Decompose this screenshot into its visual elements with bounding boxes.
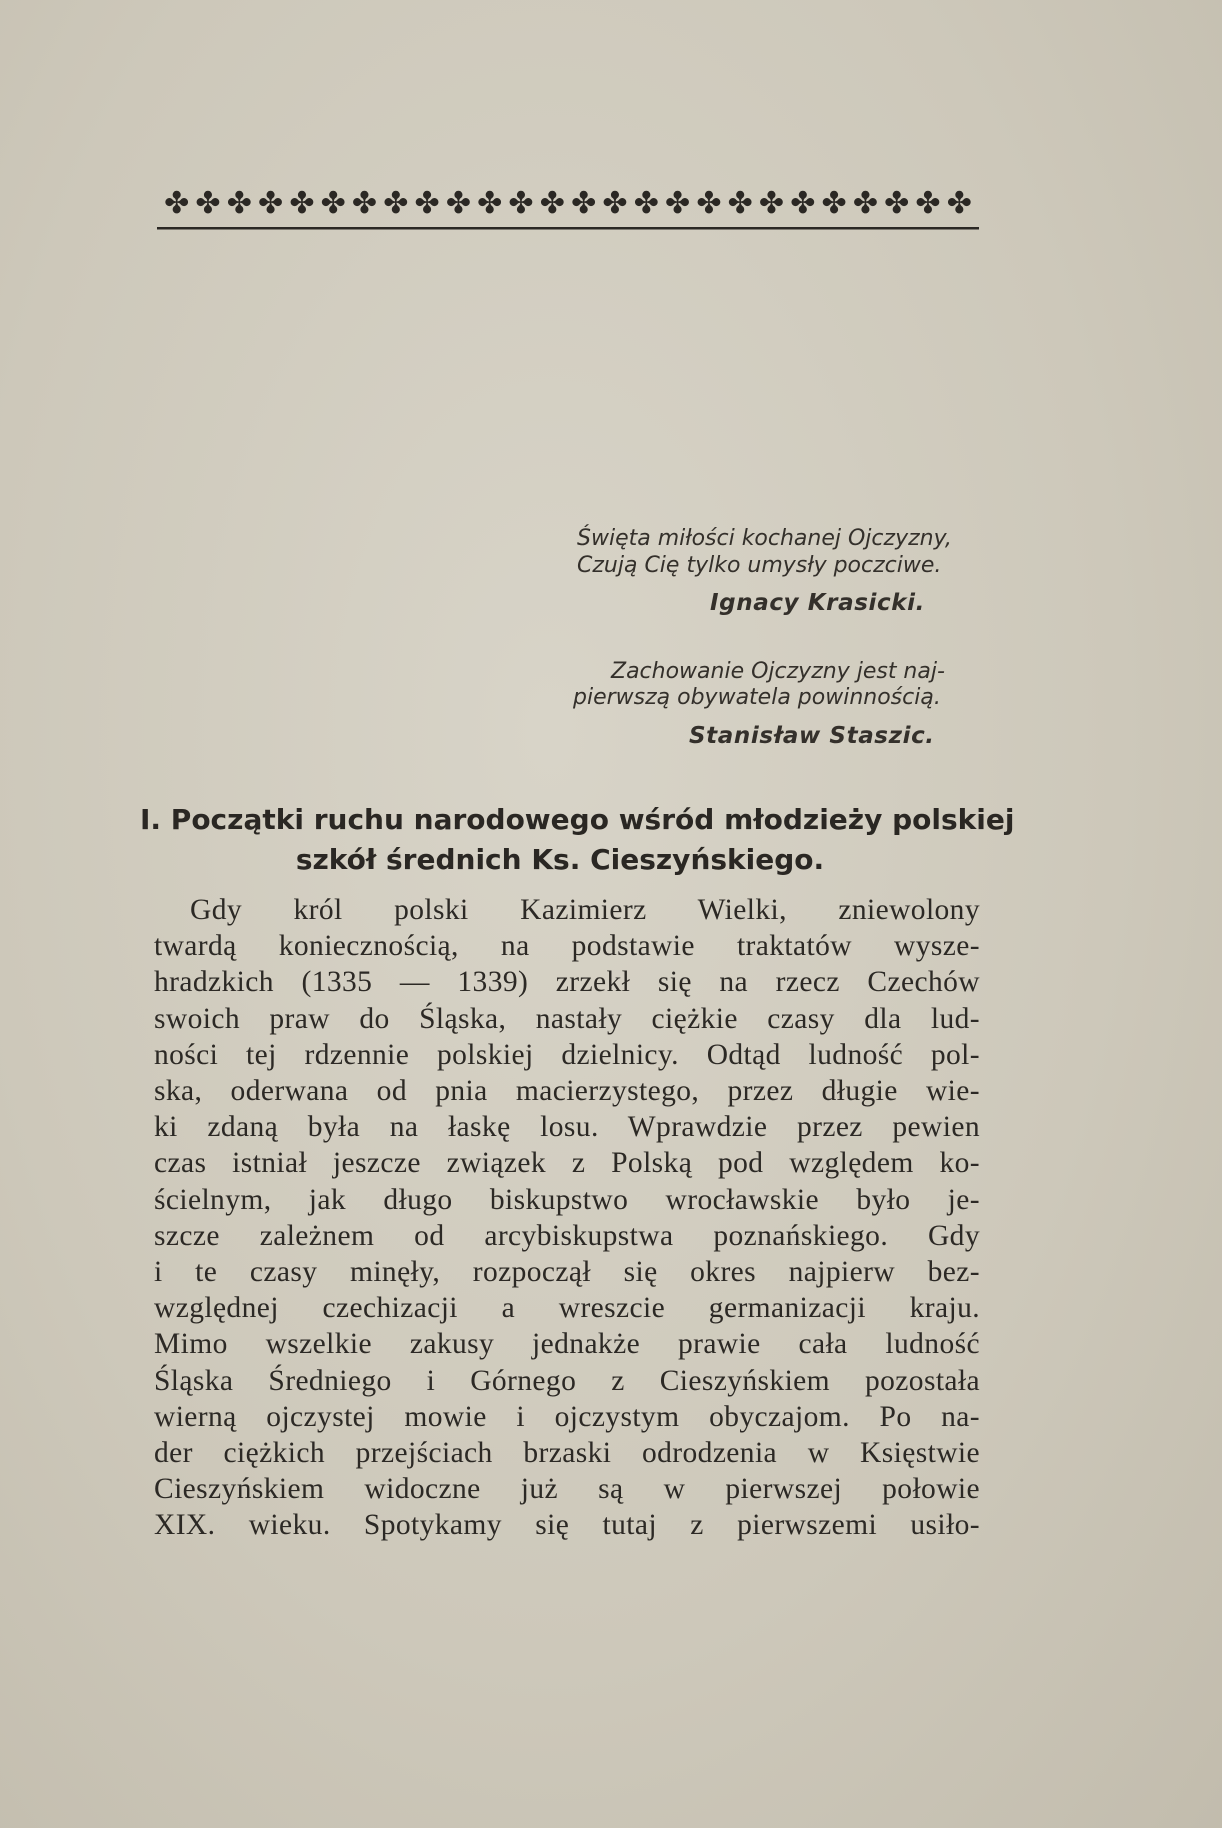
ornament-flower-icon: ✤ [821, 186, 847, 221]
epigraph-author: Ignacy Krasicki. [710, 590, 925, 616]
ornament-flower-icon: ✤ [477, 186, 503, 221]
body-line: ności tej rdzennie polskiej dzielnicy. Odtąd ludność pol- [154, 1038, 980, 1071]
ornament-flower-icon: ✤ [852, 186, 878, 221]
body-line: Cieszyńskiem widoczne już są w pierwszej połowie [154, 1473, 980, 1506]
body-line: czas istniał jeszcze związek z Polską pod względem ko- [154, 1147, 980, 1180]
ornament-flower-icon: ✤ [790, 186, 816, 221]
epigraph-line: pierwszą obywatela powinnością. [573, 685, 941, 710]
ornament-flower-icon: ✤ [758, 186, 785, 221]
body-line: twardą koniecznością, na podstawie traktatów wysze- [154, 930, 980, 963]
ornament-flower-icon: ✤ [539, 186, 565, 221]
epigraph-line: Zachowanie Ojczyzny jest naj- [611, 659, 945, 684]
ornament-flower-icon: ✤ [508, 186, 534, 221]
chapter-title-line: szkół średnich Ks. Cieszyńskiego. [295, 843, 825, 876]
body-line: wierną ojczystej mowie i ojczystym obyczajom. Po na- [154, 1400, 980, 1433]
chapter-title-line: I. Początki ruchu narodowego wśród młodzieży polskiej [140, 803, 1015, 836]
body-line: swoich praw do Śląska, nastały ciężkie czasy dla lud- [154, 1002, 980, 1035]
ornament-flower-icon: ✤ [414, 186, 440, 221]
body-line: Gdy król polski Kazimierz Wielki, zniewolony [190, 894, 980, 926]
ornament-flower-icon: ✤ [289, 186, 315, 221]
ornament-flower-icon: ✤ [633, 186, 659, 221]
body-line: względnej czechizacji a wreszcie germanizacji kraju. [154, 1292, 980, 1325]
body-line: ki zdaną była na łaskę losu. Wprawdzie przez pewien [154, 1111, 980, 1144]
epigraph-line: Święta miłości kochanej Ojczyzny, [577, 526, 952, 551]
epigraph-line: Czują Cię tylko umysły poczciwe. [577, 553, 942, 578]
ornament-flower-icon: ✤ [320, 186, 346, 221]
body-line: hradzkich (1335 — 1339) zrzekł się na rzecz Czechów [154, 966, 980, 999]
body-line: ścielnym, jak długo biskupstwo wrocławskie było je- [154, 1183, 980, 1216]
ornament-flower-icon: ✤ [445, 186, 471, 221]
body-paragraph [154, 892, 980, 1544]
ornament-flower-icon: ✤ [571, 186, 597, 221]
body-line: ska, oderwana od pnia macierzystego, przez długie wie- [154, 1075, 980, 1108]
ornament-row-icon [157, 183, 979, 233]
ornament-flower-icon: ✤ [665, 186, 691, 221]
ornament-flower-icon: ✤ [164, 186, 190, 221]
ornament-flower-icon: ✤ [351, 186, 378, 221]
ornament-flower-icon: ✤ [915, 186, 941, 221]
body-line: XIX. wieku. Spotykamy się tutaj z pierwszemi usiło- [154, 1509, 980, 1542]
ornament-flower-icon: ✤ [383, 186, 409, 221]
ornament-flower-icon: ✤ [696, 186, 722, 221]
body-line: i te czasy minęły, rozpoczął się okres najpierw bez- [154, 1256, 980, 1289]
ornament-flower-icon: ✤ [946, 186, 972, 221]
body-line: Śląska Średniego i Górnego z Cieszyńskiem pozostała [154, 1364, 980, 1397]
ornament-flower-icon: ✤ [195, 186, 221, 221]
body-line: Mimo wszelkie zakusy jednakże prawie cała ludność [154, 1328, 980, 1361]
ornament-flower-icon: ✤ [884, 186, 910, 221]
ornament-flower-icon: ✤ [727, 186, 753, 221]
ornament-flower-icon: ✤ [258, 186, 284, 221]
ornament-rule [157, 227, 979, 230]
ornament-flower-icon: ✤ [602, 186, 628, 221]
decorative-header-band [157, 183, 979, 233]
body-line: der ciężkich przejściach brzaski odrodzenia w Księstwie [154, 1437, 980, 1470]
chapter-title [140, 800, 1015, 880]
body-line: szcze zależnem od arcybiskupstwa poznańskiego. Gdy [154, 1219, 980, 1252]
ornament-flower-icon: ✤ [226, 186, 252, 221]
epigraph-author: Stanisław Staszic. [689, 723, 935, 749]
